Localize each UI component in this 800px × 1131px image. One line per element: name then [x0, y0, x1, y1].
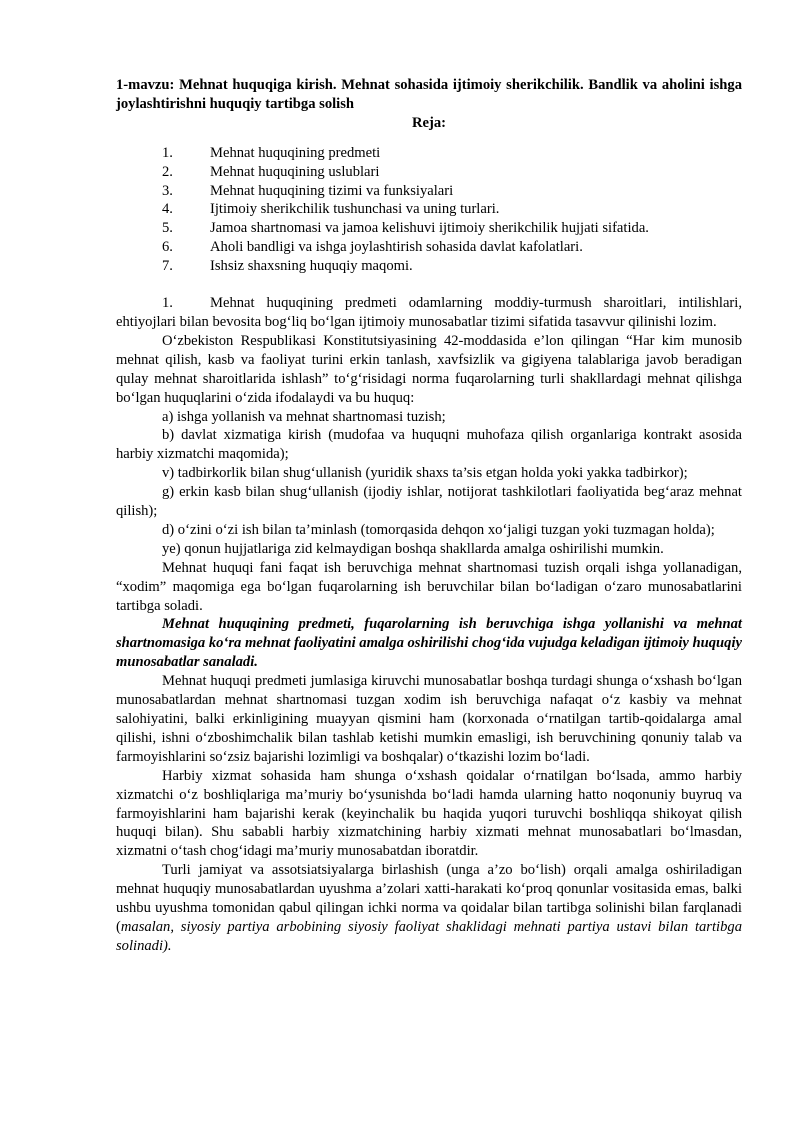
definition-paragraph: Mehnat huquqining predmeti, fuqarolarning ish beruvchiga ishga yollanishi va mehnat shartnomasiga ko‘ra mehnat faoliyatini amalga oshirilishi chog‘ida vujudga keladigan ijtimoiy huquqiy munosabatlar sanaladi. — [116, 616, 743, 671]
list-item-v: v) tadbirkorlik bilan shug‘ullanish (yuridik shaxs ta’sis etgan holda yoki yakka tadbirkor); — [162, 465, 688, 482]
plan-item-number: 6. — [162, 239, 173, 256]
plan-item-text: Jamoa shartnomasi va jamoa kelishuvi ijtimoiy sherikchilik hujjati sifatida. — [210, 220, 649, 237]
plan-item — [116, 200, 742, 219]
paragraph-7 — [116, 861, 742, 956]
section-number: 1. — [162, 295, 173, 312]
list-item-ye: ye) qonun hujjatlariga zid kelmaydigan boshqa shakllarda amalga oshirilishi mumkin. — [162, 540, 664, 557]
plan-item-text: Ijtimoiy sherikchilik tushunchasi va uning turlari. — [210, 201, 500, 218]
document-title: 1-mavzu: Mehnat huquqiga kirish. Mehnat sohasida ijtimoiy sherikchilik. Bandlik va aholini ishga joylashtirishni huquqiy tartibga solish — [116, 77, 742, 112]
paragraph-6: Harbiy xizmat sohasida ham shunga o‘xshash qoidalar o‘rnatilgan bo‘lsada, ammo harbiy xizmatchi o‘z boshliqlariga ma’muriy bo‘ysunishda bo‘ladi hamda ularning hatto noqonuniy buyruq va farmoyishlarini ham bajarishi kerak (keyinchalik bu haqida yuqori turuvchi boshliqqa shikoyat qilish huquqi bilan). Shu sababli harbiy xizmatchining harbiy xizmati mehnat munosabatlari bo‘lmasdan, xizmatni o‘tash chog‘idagi ma’muriy munosabatdan iboratdir. — [116, 767, 742, 860]
plan-item — [116, 163, 742, 182]
plan-item-number: 4. — [162, 201, 173, 218]
list-item-g: g) erkin kasb bilan shug‘ullanish (ijodiy ishlar, notijorat tashkilotlari faoliyatida beg‘araz mehnat qilish); — [116, 484, 742, 520]
plan-item-text: Mehnat huquqining predmeti — [210, 144, 381, 161]
paragraph-7-text: Turli jamiyat va assotsiatsiyalarga birlashish (unga a’zo bo‘lish) orqali amalga oshiriladigan mehnat huquqiy munosabatlardan uyushma a’zolari xatti-harakati ko‘proq qonunlar vositasida emas, balki ushbu uyushma tomonidan qabul qilingan ichki norma va qoidalar bilan tartibga solinishi bilan farqlanadi ( — [116, 862, 742, 935]
plan-heading: Reja: — [411, 114, 447, 131]
paragraph-3: Mehnat huquqi fani faqat ish beruvchiga mehnat shartnomasi tuzish orqali ishga yollanadigan, “xodim” maqomiga ega bo‘lgan fuqarolarning ish beruvchilar bilan bo‘ladigan o‘zaro munosabatlarini tartibga soladi. — [116, 559, 742, 614]
paragraph-1 — [116, 294, 742, 332]
paragraph-7-italic: masalan, siyosiy partiya arbobining siyosiy faoliyat shaklidagi mehnati partiya ustavi bilan tartibga solinadi). — [116, 918, 742, 954]
plan-item — [116, 219, 742, 238]
plan-item-text: Aholi bandligi va ishga joylashtirish sohasida davlat kafolatlari. — [210, 239, 583, 256]
plan-item-number: 1. — [162, 144, 173, 161]
list-item-a: a) ishga yollanish va mehnat shartnomasi tuzish; — [162, 408, 446, 425]
paragraph-2: O‘zbekiston Respublikasi Konstitutsiyasining 42-moddasida e’lon qilingan “Har kim munosib mehnat qilish, kasb va faoliyat turini erkin tanlash, xavfsizlik va gigiyena talablariga javob beradigan qulay mehnat sharoitlarida ishlash” to‘g‘risidagi norma fuqarolarning turli shakllardagi mehnat qilishga bo‘lgan huquqlarini o‘zida ifodalaydi va bu huquq: — [116, 332, 742, 406]
plan-item — [116, 182, 742, 201]
plan-item-number: 7. — [162, 258, 173, 275]
section-gap — [116, 276, 742, 294]
list-item-d: d) o‘zini o‘zi ish bilan ta’minlash (tomorqasida dehqon xo‘jaligi tuzgan yoki tuzmagan holda); — [162, 521, 715, 538]
plan-item-text: Mehnat huquqining tizimi va funksiyalari — [210, 182, 454, 199]
plan-item — [116, 144, 742, 163]
plan-item — [116, 257, 742, 276]
plan-item-text: Ishsiz shaxsning huquqiy maqomi. — [210, 258, 413, 275]
plan-item-text: Mehnat huquqining uslublari — [210, 163, 380, 180]
paragraph-5: Mehnat huquqi predmeti jumlasiga kiruvchi munosabatlar boshqa turdagi shunga o‘xshash bo‘lgan munosabatlardan mehnat shartnomasi tuzgan xodim ish beruvchiga nafaqat o‘z kasbiy va mehnat salohiyatini, balki erkinligining muayyan qismini ham (korxonada o‘rnatilgan tartib-qoidalarga amal qilishi, ishni o‘zboshimchalik bilan tashlab ketishi mumkin emasligi, ish beruvchining qonuniy talab va farmoyishlarini so‘zsiz bajarishi lozimligi va boshqalar) o‘tkazishi lozim bo‘ladi. — [116, 673, 742, 765]
document-page — [116, 76, 742, 956]
plan-list — [116, 144, 742, 276]
paragraph-1-text: Mehnat huquqining predmeti odamlarning moddiy-turmush sharoitlari, intilishlari, ehtiyojlari bilan bevosita bog‘liq bo‘lgan ijtimoiy munosabatlar tizimi sifatida tasavvur qilinishi lozim. — [116, 295, 742, 330]
list-item-b: b) davlat xizmatiga kirish (mudofaa va huquqni muhofaza qilish organlariga kontrakt asosida harbiy xizmatchi maqomida); — [116, 427, 742, 463]
plan-item-number: 5. — [162, 220, 173, 237]
plan-item-number: 2. — [162, 163, 173, 180]
plan-item — [116, 238, 742, 257]
plan-item-number: 3. — [162, 182, 173, 199]
